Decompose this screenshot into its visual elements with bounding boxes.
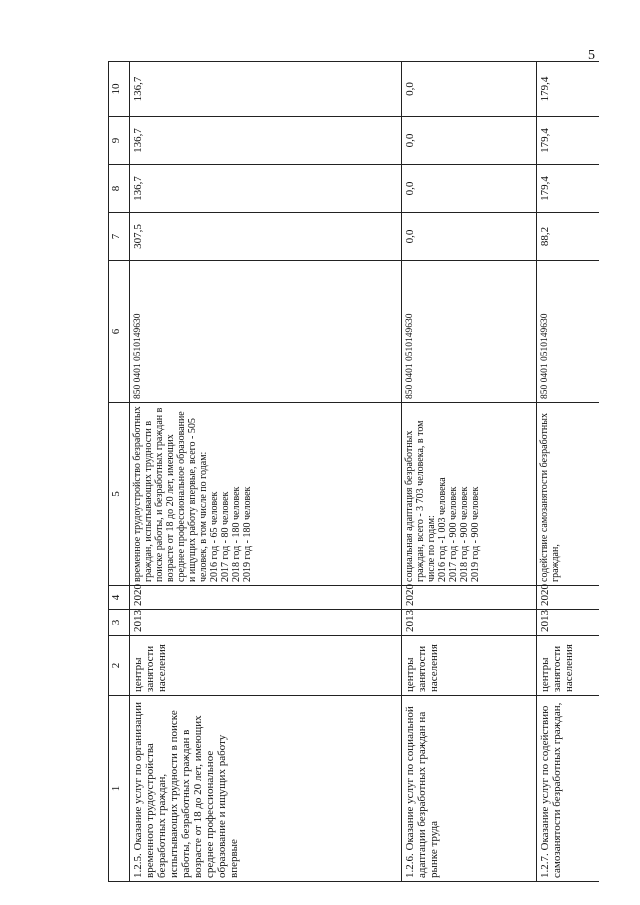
header-cell: 3 <box>109 610 130 636</box>
value-col9: 0,0 <box>402 117 537 165</box>
expected-result: социальная адаптация безработных граждан, всего - 3 703 человека, в том числе по годам: 2016 год -1 003 человека 2017 год - 900 человек 2018 год - 900 человек 2019 год - 900 человек <box>402 403 537 586</box>
value-col7: 88,2 <box>537 213 599 261</box>
header-cell: 4 <box>109 586 130 610</box>
page-number: 5 <box>588 48 595 63</box>
header-cell: 10 <box>109 62 130 117</box>
value-col8: 179,4 <box>537 165 599 213</box>
end-year: 2020 <box>537 586 599 610</box>
activity-name: 1.2.7. Оказание услуг по содействию самозанятости безработных граждан, <box>537 696 599 882</box>
header-row <box>109 62 130 882</box>
header-cell: 5 <box>109 403 130 586</box>
value-col10: 0,0 <box>402 62 537 117</box>
budget-code: 850 0401 0510149630 <box>402 261 537 403</box>
header-cell: 1 <box>109 696 130 882</box>
value-col7: 0,0 <box>402 213 537 261</box>
end-year: 2020 <box>402 586 537 610</box>
budget-code: 850 0401 0510149630 <box>130 261 402 403</box>
activity-name: 1.2.5. Оказание услуг по организации временного трудоустройства безработных граждан, испытывающих трудности в поиске работы, безработных граждан в возрасте от 18 до 20 лет, имеющих среднее профессиональное образование и ищущих работу впервые <box>130 696 402 882</box>
table-row <box>130 62 402 882</box>
value-col7: 307,5 <box>130 213 402 261</box>
header-cell: 6 <box>109 261 130 403</box>
value-col8: 136,7 <box>130 165 402 213</box>
table-row <box>537 62 599 882</box>
value-col9: 179,4 <box>537 117 599 165</box>
rotated-table-container <box>108 62 608 882</box>
header-cell: 8 <box>109 165 130 213</box>
executor: центры занятости населения <box>402 636 537 696</box>
start-year: 2013 <box>402 610 537 636</box>
start-year: 2013 <box>130 610 402 636</box>
budget-code: 850 0401 0510149630 <box>537 261 599 403</box>
value-col9: 136,7 <box>130 117 402 165</box>
executor: центры занятости населения <box>537 636 599 696</box>
header-cell: 2 <box>109 636 130 696</box>
program-activities-table <box>108 61 599 882</box>
table-row <box>402 62 537 882</box>
value-col10: 179,4 <box>537 62 599 117</box>
expected-result: содействие самозанятости безработных граждан, <box>537 403 599 586</box>
end-year: 2020 <box>130 586 402 610</box>
value-col10: 136,7 <box>130 62 402 117</box>
start-year: 2013 <box>537 610 599 636</box>
expected-result: временное трудоустройство безработных граждан, испытывающих трудности в поиске работы, и безработных граждан в возрасте от 18 до 20 лет, имеющих среднее профессиональное образование и ищущих работу впервые, всего - 505 человек, в том числе по годам: 2016 год - 65 человек 2017 год - 80 человек 2018 год - 180 человек 2019 год - 180 человек <box>130 403 402 586</box>
executor: центры занятости населения <box>130 636 402 696</box>
header-cell: 7 <box>109 213 130 261</box>
header-cell: 9 <box>109 117 130 165</box>
activity-name: 1.2.6. Оказание услуг по социальной адаптации безработных граждан на рынке труда <box>402 696 537 882</box>
value-col8: 0,0 <box>402 165 537 213</box>
